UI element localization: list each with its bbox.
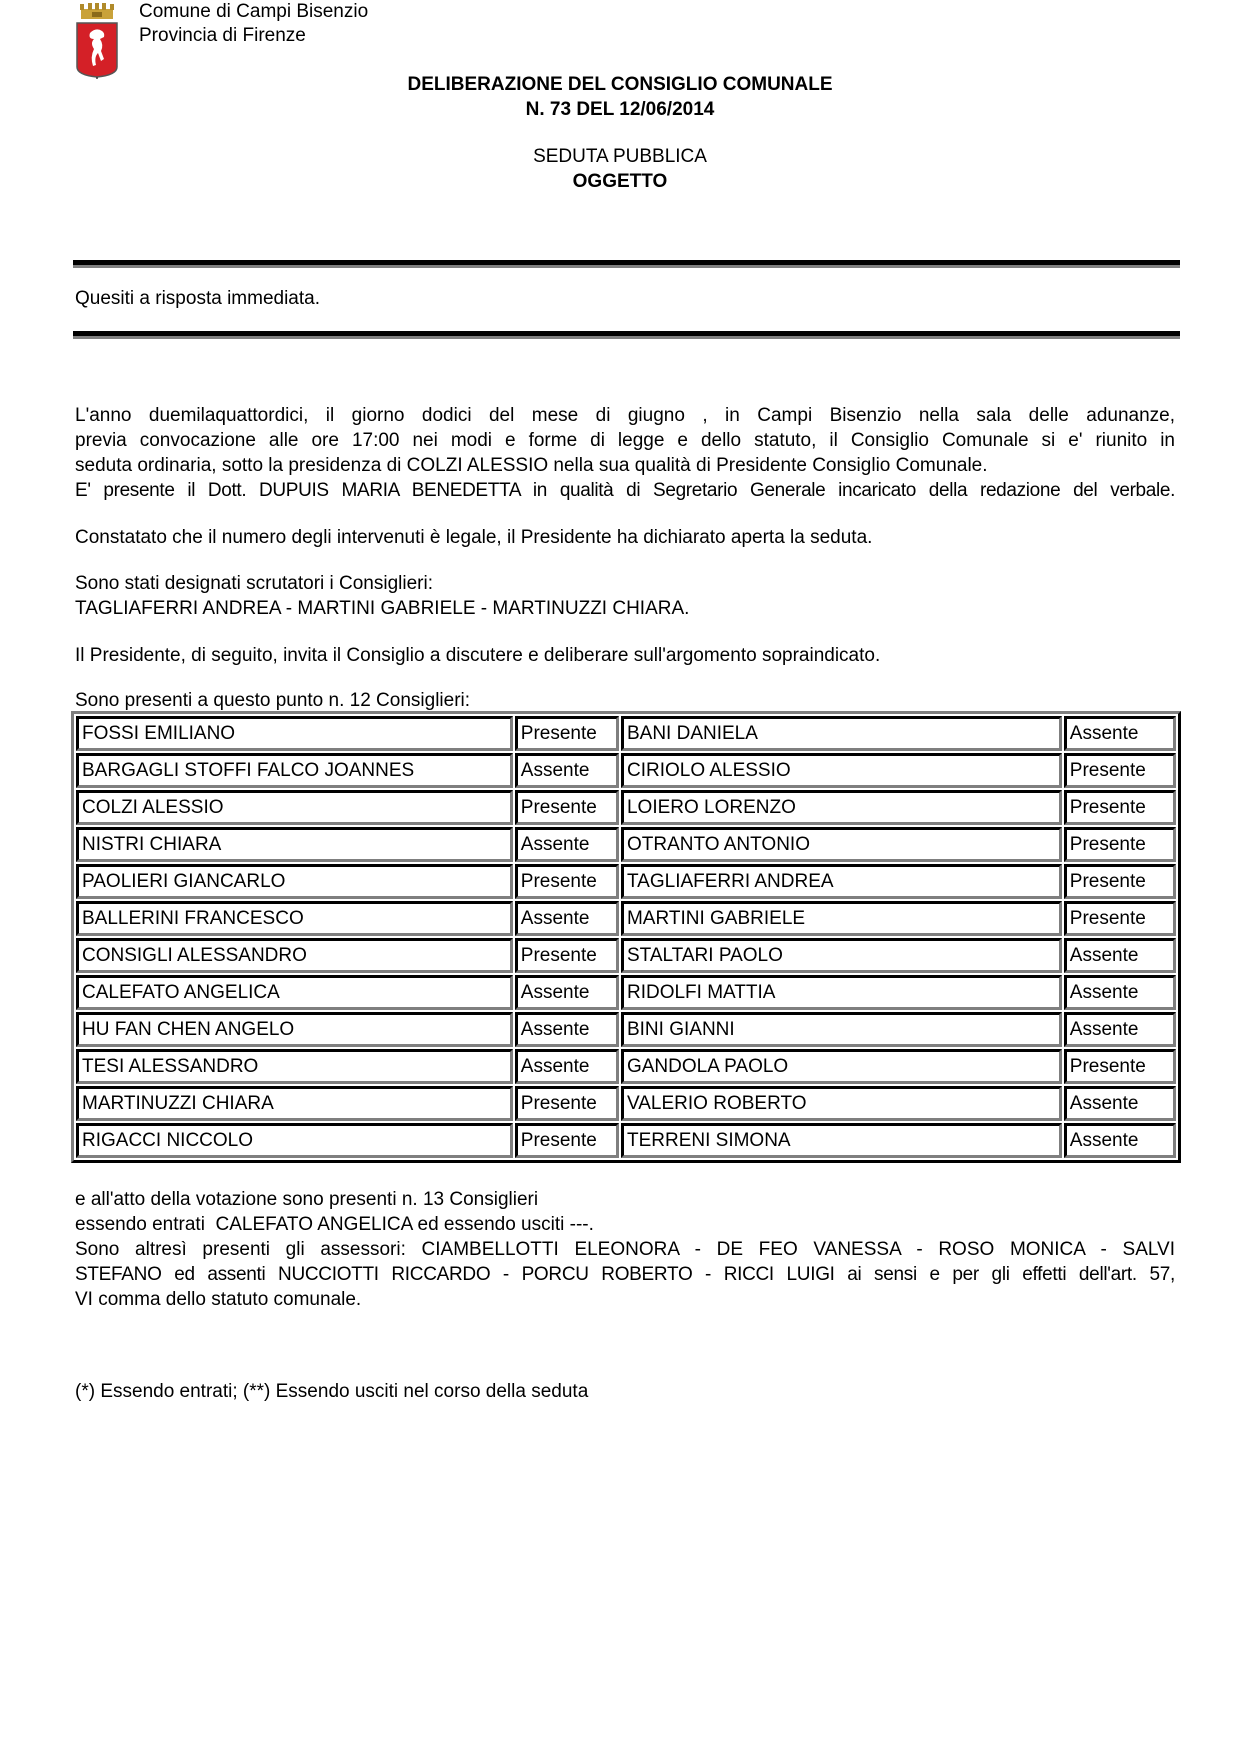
councillor-name: CIRIOLO ALESSIO (621, 753, 1062, 788)
attendance-status: Assente (515, 827, 619, 862)
attendance-status: Assente (1064, 1123, 1176, 1158)
attendance-status: Presente (1064, 790, 1176, 825)
table-row (76, 864, 1176, 899)
councillor-name: BANI DANIELA (621, 716, 1062, 751)
attendance-status: Presente (1064, 1049, 1176, 1084)
table-row (76, 716, 1176, 751)
table-row (76, 938, 1176, 973)
table-row (76, 1123, 1176, 1158)
attendance-status: Presente (515, 864, 619, 899)
table-row (76, 975, 1176, 1010)
attendance-status: Presente (515, 1086, 619, 1121)
crown-icon (80, 3, 114, 19)
vote-count-text: e all'atto della votazione sono presenti n. 13 Consiglieri (75, 1189, 539, 1210)
councillor-name: VALERIO ROBERTO (621, 1086, 1062, 1121)
document-title: DELIBERAZIONE DEL CONSIGLIO COMUNALE (407, 74, 833, 95)
intro-line: E' presente il Dott. DUPUIS MARIA BENEDETTA in qualità di Segretario Generale incaricato della redazione del verbale. (75, 480, 1175, 501)
councillor-name: GANDOLA PAOLO (621, 1049, 1062, 1084)
attendance-status: Assente (515, 753, 619, 788)
entered-exited-text: essendo entrati CALEFATO ANGELICA ed essendo usciti ---. (75, 1214, 594, 1235)
councillor-name: RIDOLFI MATTIA (621, 975, 1062, 1010)
table-row (76, 1012, 1176, 1047)
attendance-status: Assente (515, 901, 619, 936)
attendance-status: Assente (1064, 1012, 1176, 1047)
attendance-status: Presente (515, 1123, 619, 1158)
councillor-name: BARGAGLI STOFFI FALCO JOANNES (76, 753, 513, 788)
table-row (76, 827, 1176, 862)
attendance-status: Presente (515, 790, 619, 825)
subject-label: OGGETTO (572, 171, 668, 192)
councillor-name: STALTARI PAOLO (621, 938, 1062, 973)
councillor-name: PAOLIERI GIANCARLO (76, 864, 513, 899)
province-name: Provincia di Firenze (139, 25, 306, 46)
councillor-name: RIGACCI NICCOLO (76, 1123, 513, 1158)
footnote: (*) Essendo entrati; (**) Essendo usciti nel corso della seduta (75, 1381, 589, 1402)
table-row (76, 790, 1176, 825)
attendance-status: Presente (515, 716, 619, 751)
intro-line: previa convocazione alle ore 17:00 nei modi e forme di legge e dello statuto, il Consiglio Comunale si e' riunito in (75, 430, 1175, 451)
councillor-name: BINI GIANNI (621, 1012, 1062, 1047)
scrutineers-label: Sono stati designati scrutatori i Consiglieri: (75, 573, 434, 594)
attendance-status: Assente (1064, 938, 1176, 973)
subject-text: Quesiti a risposta immediata. (75, 288, 320, 309)
intro-line: L'anno duemilaquattordici, il giorno dodici del mese di giugno , in Campi Bisenzio nella sala delle adunanze, (75, 405, 1175, 426)
attendance-status: Assente (515, 1012, 619, 1047)
attendance-status: Assente (515, 1049, 619, 1084)
councillor-name: MARTINUZZI CHIARA (76, 1086, 513, 1121)
councillor-name: TAGLIAFERRI ANDREA (621, 864, 1062, 899)
councillor-name: NISTRI CHIARA (76, 827, 513, 862)
attendance-table (71, 711, 1181, 1163)
intro-paragraph (75, 403, 1175, 503)
attendance-status: Presente (515, 938, 619, 973)
divider-bottom (73, 331, 1180, 339)
intro-line: seduta ordinaria, sotto la presidenza di COLZI ALESSIO nella sua qualità di Presidente Consiglio Comunale. (75, 455, 988, 476)
scrutineers-names: TAGLIAFERRI ANDREA - MARTINI GABRIELE - MARTINUZZI CHIARA. (75, 598, 690, 619)
table-row (76, 1049, 1176, 1084)
assessors-line: STEFANO ed assenti NUCCIOTTI RICCARDO - PORCU ROBERTO - RICCI LUIGI ai sensi e per gli effetti dell'art. 57, (75, 1264, 1175, 1285)
table-row (76, 901, 1176, 936)
divider-top (73, 260, 1180, 268)
session-type: SEDUTA PUBBLICA (533, 146, 707, 167)
councillor-name: MARTINI GABRIELE (621, 901, 1062, 936)
attendance-status: Presente (1064, 864, 1176, 899)
assessors-paragraph (75, 1237, 1175, 1312)
councillor-name: BALLERINI FRANCESCO (76, 901, 513, 936)
councillor-name: CONSIGLI ALESSANDRO (76, 938, 513, 973)
coat-of-arms-icon (74, 3, 120, 79)
councillor-name: TESI ALESSANDRO (76, 1049, 513, 1084)
invitation-text: Il Presidente, di seguito, invita il Consiglio a discutere e deliberare sull'argomento sopraindicato. (75, 645, 881, 666)
councillor-name: FOSSI EMILIANO (76, 716, 513, 751)
councillor-name: LOIERO LORENZO (621, 790, 1062, 825)
councillor-name: TERRENI SIMONA (621, 1123, 1062, 1158)
attendance-status: Assente (515, 975, 619, 1010)
councillor-name: COLZI ALESSIO (76, 790, 513, 825)
assessors-line: VI comma dello statuto comunale. (75, 1289, 362, 1310)
table-row (76, 753, 1176, 788)
attendance-status: Presente (1064, 753, 1176, 788)
attendance-status: Presente (1064, 901, 1176, 936)
table-row (76, 1086, 1176, 1121)
deliberation-number: N. 73 DEL 12/06/2014 (525, 99, 715, 120)
institution-name: Comune di Campi Bisenzio (139, 1, 369, 22)
attendance-status: Assente (1064, 716, 1176, 751)
present-count-text: Sono presenti a questo punto n. 12 Consiglieri: (75, 690, 471, 711)
attendance-status: Assente (1064, 975, 1176, 1010)
councillor-name: HU FAN CHEN ANGELO (76, 1012, 513, 1047)
attendance-status: Assente (1064, 1086, 1176, 1121)
assessors-line: Sono altresì presenti gli assessori: CIAMBELLOTTI ELEONORA - DE FEO VANESSA - ROSO MONICA - SALVI (75, 1239, 1175, 1260)
attendance-status: Presente (1064, 827, 1176, 862)
councillor-name: CALEFATO ANGELICA (76, 975, 513, 1010)
legal-number-text: Constatato che il numero degli intervenuti è legale, il Presidente ha dichiarato aperta la seduta. (75, 527, 873, 548)
councillor-name: OTRANTO ANTONIO (621, 827, 1062, 862)
